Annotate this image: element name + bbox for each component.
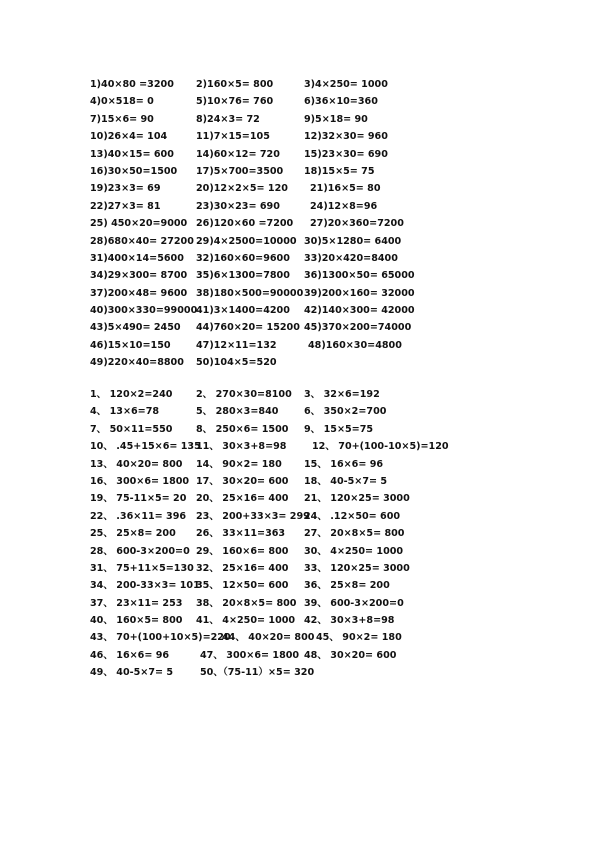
math-problem: 45、 90×2= 180: [316, 632, 402, 644]
math-problem: 28、 600-3×200=0: [90, 545, 190, 557]
math-problem: 4、 13×6=78: [90, 406, 160, 418]
math-problem: 14、 90×2= 180: [196, 458, 282, 470]
math-problem: 36)1300×50= 65000: [304, 270, 415, 282]
math-problem: 35)6×1300=7800: [196, 270, 290, 282]
math-problem: 11、 30×3+8=98: [196, 441, 287, 453]
problem-row: [90, 198, 590, 215]
problem-row: [90, 595, 590, 612]
math-problem: 39)200×160= 32000: [304, 287, 415, 299]
math-problem: 10、 .45+15×6= 135: [90, 441, 201, 453]
math-problem: 1、 120×2=240: [90, 389, 173, 400]
math-problem: 42、 30×3+8=98: [304, 615, 395, 627]
problem-row: [90, 285, 590, 302]
problem-row: [90, 93, 590, 110]
math-problem: 7)15×6= 90: [90, 113, 154, 125]
math-problem: 17)5×700=3500: [196, 165, 284, 177]
math-problem: 22、 .36×11= 396: [90, 510, 187, 522]
problem-row: [90, 403, 590, 420]
problem-row: [90, 386, 590, 403]
math-problem: 7、 50×11=550: [90, 423, 173, 435]
math-problem: 13)40×15= 600: [90, 148, 174, 160]
problem-row: [90, 473, 590, 490]
math-problem: 47、 300×6= 1800: [200, 649, 300, 661]
math-problem: 20、 25×16= 400: [196, 493, 289, 505]
math-problem: 34、 200-33×3= 101: [90, 580, 200, 592]
math-problem: 41)3×1400=4200: [196, 305, 290, 317]
math-problem: 13、 40×20= 800: [90, 458, 183, 470]
problem-row: [90, 319, 590, 336]
math-problem: 19、 75-11×5= 20: [90, 493, 187, 505]
math-problem: 38)180×500=90000: [196, 287, 304, 299]
problem-row: [90, 302, 590, 319]
problem-row: [90, 647, 590, 664]
problem-row: [90, 612, 590, 629]
math-problem: 22)27×3= 81: [90, 200, 161, 212]
math-problem: 10)26×4= 104: [90, 131, 168, 143]
math-problem: 9)5×18= 90: [304, 113, 368, 125]
math-problem: 6、 350×2=700: [304, 406, 387, 418]
math-problem: 21)16×5= 80: [310, 183, 381, 195]
math-problem: 43)5×490= 2450: [90, 322, 181, 334]
math-problem: 49)220×40=8800: [90, 357, 184, 369]
math-problem: 8)24×3= 72: [196, 113, 260, 125]
math-problem: 24)12×8=96: [310, 200, 378, 212]
math-problem: 46、 16×6= 96: [90, 649, 170, 661]
math-problem: 27)20×360=7200: [310, 218, 404, 230]
math-problem: 26、 33×11=363: [196, 528, 286, 540]
problem-row: [90, 438, 590, 455]
math-problem: 44)760×20= 15200: [196, 322, 300, 334]
math-problem: 36、 25×8= 200: [304, 580, 390, 592]
math-problem: 23)30×23= 690: [196, 200, 280, 212]
math-problem: 50)104×5=520: [196, 357, 277, 369]
math-problem: 29)4×2500=10000: [196, 235, 297, 247]
problem-row: [90, 128, 590, 145]
problem-row: [90, 354, 590, 371]
math-problem: 30)5×1280= 6400: [304, 235, 402, 247]
math-problem: 37、 23×11= 253: [90, 597, 183, 609]
math-problem: 48、 30×20= 600: [304, 649, 397, 661]
math-problem: 50、（75-11）×5= 320: [200, 667, 315, 679]
problem-row: [90, 111, 590, 128]
math-problem: 2、 270×30=8100: [196, 389, 292, 400]
math-problem: 9、 15×5=75: [304, 423, 374, 435]
problem-row: [90, 629, 590, 646]
math-problem: 41、 4×250= 1000: [196, 615, 296, 627]
math-problem: 6)36×10=360: [304, 96, 378, 108]
problem-row: [90, 543, 590, 560]
math-problem: 44、 40×20= 800: [222, 632, 315, 644]
problem-row: [90, 233, 590, 250]
math-problem: 17、 30×20= 600: [196, 475, 289, 487]
problem-row: [90, 664, 590, 681]
problem-row: [90, 337, 590, 354]
math-problem: 31)400×14=5600: [90, 252, 184, 264]
math-problem: 2)160×5= 800: [196, 79, 274, 90]
math-problem: 40)300×330=99000: [90, 305, 198, 317]
math-problem: 45)370×200=74000: [304, 322, 412, 334]
math-problem: 26)120×60 =7200: [196, 218, 294, 230]
problem-row: [90, 146, 590, 163]
math-problem: 8、 250×6= 1500: [196, 423, 289, 435]
math-problem: 15、 16×6= 96: [304, 458, 384, 470]
math-problem: 16)30×50=1500: [90, 165, 178, 177]
math-problem: 12、 70+(100-10×5)=120: [312, 441, 449, 453]
problem-row: [90, 577, 590, 594]
math-problem: 23、 200+33×3= 299: [196, 510, 310, 522]
math-problem: 5、 280×3=840: [196, 406, 279, 418]
math-problem: 42)140×300= 42000: [304, 305, 415, 317]
math-problem: 49、 40-5×7= 5: [90, 667, 174, 679]
math-problem: 3、 32×6=192: [304, 389, 380, 400]
problem-row: [90, 215, 590, 232]
problem-row: [90, 560, 590, 577]
math-problem: 38、 20×8×5= 800: [196, 597, 297, 609]
math-problem: 46)15×10=150: [90, 339, 171, 351]
problem-row: [90, 163, 590, 180]
math-problem: 24、 .12×50= 600: [304, 510, 401, 522]
problem-row: [90, 490, 590, 507]
math-problem: 33)20×420=8400: [304, 252, 398, 264]
math-problem: 14)60×12= 720: [196, 148, 280, 160]
math-problem: 18)15×5= 75: [304, 165, 375, 177]
math-problem: 18、 40-5×7= 5: [304, 475, 388, 487]
math-problem: 3)4×250= 1000: [304, 79, 388, 90]
math-problem: 31、 75+11×5=130: [90, 562, 194, 574]
math-problem: 11)7×15=105: [196, 131, 270, 143]
math-problem: 25) 450×20=9000: [90, 218, 188, 230]
math-problem: 25、 25×8= 200: [90, 528, 176, 540]
problem-row: [90, 76, 590, 93]
math-problem: 33、 120×25= 3000: [304, 562, 410, 574]
problem-row: [90, 267, 590, 284]
problem-row: [90, 180, 590, 197]
math-problem: 16、 300×6= 1800: [90, 475, 190, 487]
math-problem: 43、 70+(100+10×5)=220: [90, 632, 231, 644]
problem-row: [90, 421, 590, 438]
math-problem: 5)10×76= 760: [196, 96, 274, 108]
math-problem: 34)29×300= 8700: [90, 270, 188, 282]
math-problem: 15)23×30= 690: [304, 148, 388, 160]
math-problem: 1)40×80 =3200: [90, 79, 174, 90]
math-problem: 12)32×30= 960: [304, 131, 388, 143]
math-problem: 47)12×11=132: [196, 339, 277, 351]
math-problem: 20)12×2×5= 120: [196, 183, 288, 195]
problem-row: [90, 508, 590, 525]
math-problem: 27、 20×8×5= 800: [304, 528, 405, 540]
math-problem: 37)200×48= 9600: [90, 287, 188, 299]
math-problem: 48)160×30=4800: [308, 339, 402, 351]
math-problem: 4)0×518= 0: [90, 96, 154, 108]
problem-row: [90, 250, 590, 267]
math-problem: 29、 160×6= 800: [196, 545, 289, 557]
problem-set-2: [90, 386, 590, 682]
math-problem: 19)23×3= 69: [90, 183, 161, 195]
math-problem: 32)160×60=9600: [196, 252, 290, 264]
math-problem: 28)680×40= 27200: [90, 235, 194, 247]
problem-row: [90, 525, 590, 542]
math-problem: 32、 25×16= 400: [196, 562, 289, 574]
problem-row: [90, 456, 590, 473]
math-problem: 30、 4×250= 1000: [304, 545, 404, 557]
math-problem: 21、 120×25= 3000: [304, 493, 410, 505]
problem-set-1: [90, 76, 590, 372]
math-problem: 39、 600-3×200=0: [304, 597, 404, 609]
math-problem: 40、 160×5= 800: [90, 615, 183, 627]
math-problem: 35、 12×50= 600: [196, 580, 289, 592]
